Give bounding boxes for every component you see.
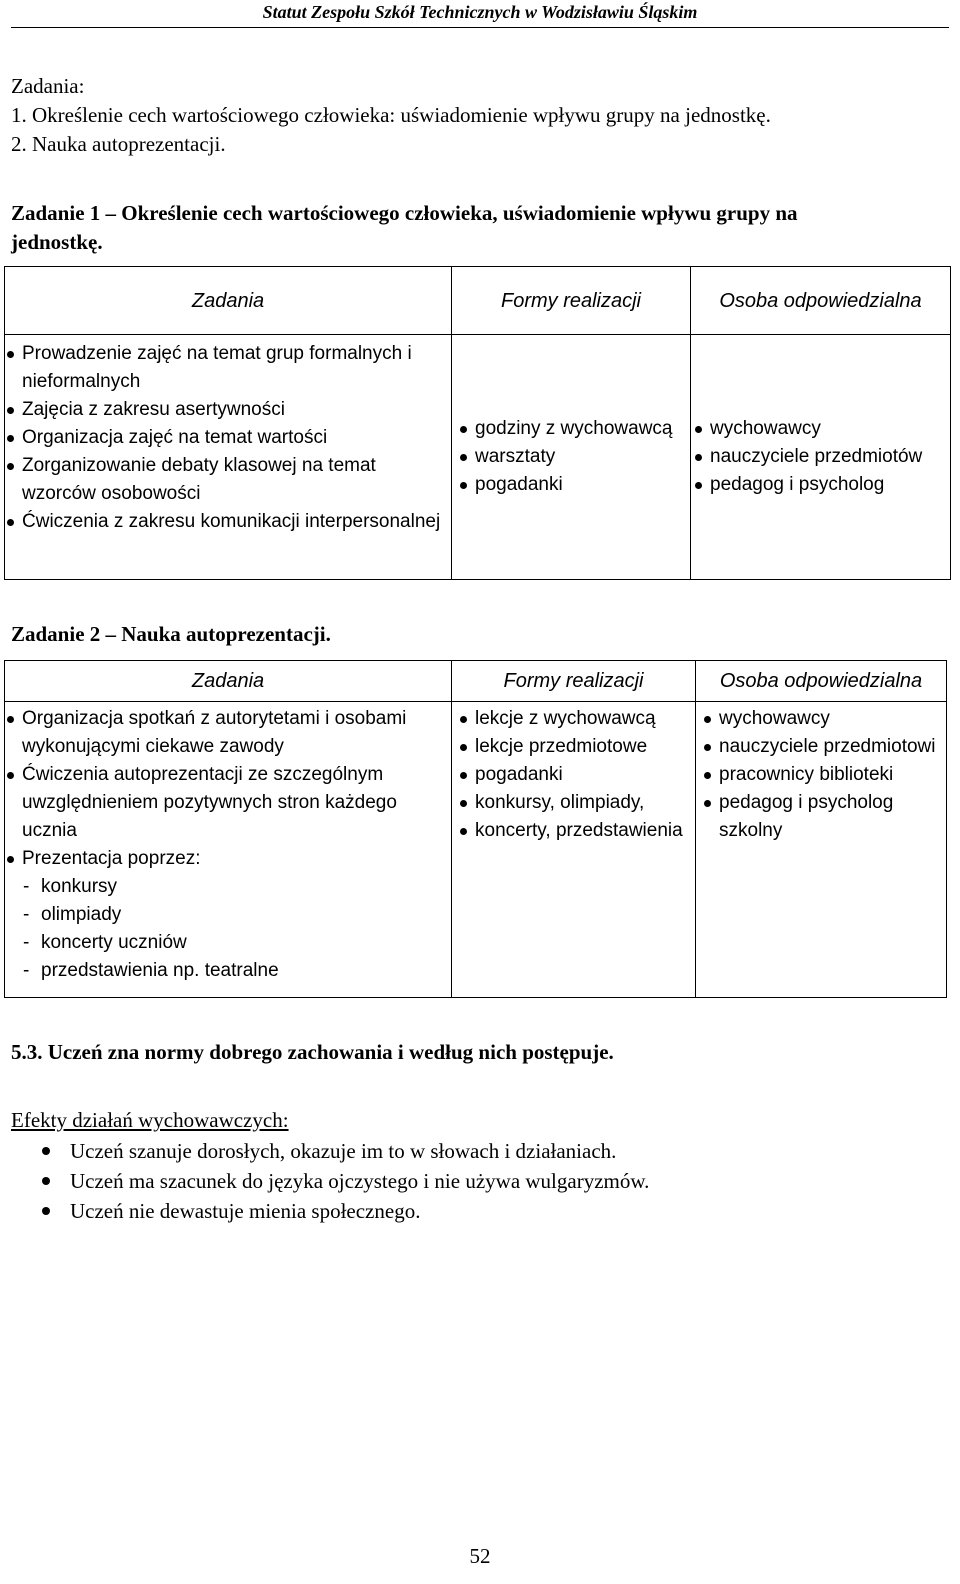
list-item: lekcje z wychowawcą (458, 705, 695, 733)
task2-table (4, 660, 947, 998)
intro-heading: Zadania: (11, 74, 85, 98)
list-item: godziny z wychowawcą (458, 415, 690, 443)
section-heading: 5.3. Uczeń zna normy dobrego zachowania i według nich postępuje. (11, 1040, 614, 1064)
task1-tasks-cell (5, 335, 452, 580)
table-header-responsible: Osoba odpowiedzialna (691, 267, 951, 335)
task1-heading-line: jednostkę. (11, 230, 103, 254)
task1-forms-cell (452, 335, 691, 580)
list-item: Prowadzenie zajęć na temat grup formalnych i nieformalnych (5, 340, 451, 396)
dash-item: - konkursy (23, 876, 118, 897)
list-item: Uczeń ma szacunek do języka ojczystego i nie używa wulgaryzmów. (40, 1166, 649, 1196)
intro-item: 1. Określenie cech wartościowego człowieka: uświadomienie wpływu grupy na jednostkę. (11, 103, 771, 127)
effects-list (40, 1136, 649, 1226)
dash-item-text: olimpiady (41, 904, 122, 925)
list-item: Uczeń nie dewastuje mienia społecznego. (40, 1196, 649, 1226)
intro-section (11, 72, 771, 159)
list-item: nauczyciele przedmiotów (693, 443, 950, 471)
list-item: pracownicy biblioteki (702, 761, 946, 789)
list-item: Zorganizowanie debaty klasowej na temat wzorców osobowości (5, 452, 451, 508)
task1-heading-line: Zadanie 1 – Określenie cech wartościowego człowieka, uświadomienie wpływu grupy na (11, 201, 798, 225)
page-header: Statut Zespołu Szkół Technicznych w Wodzisławiu Śląskim (262, 2, 698, 22)
list-item: warsztaty (458, 443, 690, 471)
list-item: wychowawcy (702, 705, 946, 733)
list-item: pogadanki (458, 761, 695, 789)
list-item: koncerty, przedstawienia (458, 817, 695, 845)
list-item: pedagog i psycholog szkolny (702, 789, 946, 845)
dash-item-text: przedstawienia np. teatralne (41, 960, 279, 981)
list-item: Ćwiczenia autoprezentacji ze szczególnym uwzględnieniem pozytywnych stron każdego ucznia (5, 761, 451, 845)
task1-heading (11, 199, 798, 257)
dash-item-text: koncerty uczniów (41, 932, 187, 953)
task1-responsible-cell (691, 335, 951, 580)
list-item: lekcje przedmiotowe (458, 733, 695, 761)
task2-heading: Zadanie 2 – Nauka autoprezentacji. (11, 622, 331, 646)
task2-forms-cell (452, 702, 696, 998)
list-item: Organizacja zajęć na temat wartości (5, 424, 451, 452)
list-item: wychowawcy (693, 415, 950, 443)
dash-item: - przedstawienia np. teatralne (23, 960, 279, 981)
list-item: Organizacja spotkań z autorytetami i osobami wykonującymi ciekawe zawody (5, 705, 451, 761)
task2-responsible-cell (696, 702, 947, 998)
effects-heading: Efekty działań wychowawczych: (11, 1108, 289, 1132)
task1-table (4, 266, 951, 580)
list-item: pogadanki (458, 471, 690, 499)
page-number: 52 (469, 1544, 491, 1568)
table-header-responsible: Osoba odpowiedzialna (696, 661, 947, 702)
task2-tasks-cell (5, 702, 452, 998)
list-item: konkursy, olimpiady, (458, 789, 695, 817)
list-item: Prezentacja poprzez: (5, 845, 451, 873)
dash-item: - olimpiady (23, 904, 122, 925)
list-item: Uczeń szanuje dorosłych, okazuje im to w słowach i działaniach. (40, 1136, 649, 1166)
table-header-forms: Formy realizacji (452, 267, 691, 335)
dash-item: - koncerty uczniów (23, 932, 187, 953)
list-item: pedagog i psycholog (693, 471, 950, 499)
table-header-tasks: Zadania (5, 661, 452, 702)
dash-item-text: konkursy (41, 876, 118, 897)
intro-item: 2. Nauka autoprezentacji. (11, 132, 226, 156)
table-header-tasks: Zadania (5, 267, 452, 335)
list-item: Zajęcia z zakresu asertywności (5, 396, 451, 424)
table-header-forms: Formy realizacji (452, 661, 696, 702)
list-item: nauczyciele przedmiotowi (702, 733, 946, 761)
header-rule (11, 27, 949, 28)
list-item: Ćwiczenia z zakresu komunikacji interpersonalnej (5, 508, 451, 536)
